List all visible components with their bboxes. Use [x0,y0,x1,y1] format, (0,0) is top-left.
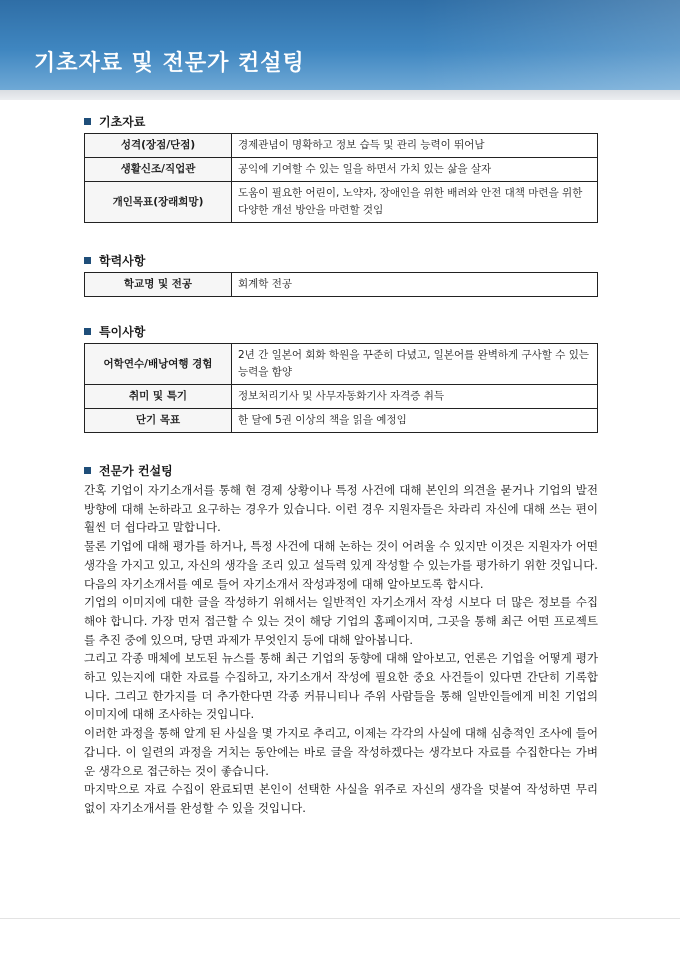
row-label: 어학연수/배낭여행 경험 [85,344,232,385]
table-row [85,182,598,223]
row-label: 단기 목표 [85,409,232,433]
education-table [84,272,598,297]
basic-info-table [84,133,598,223]
paragraph: 다음의 자기소개서를 예로 들어 자기소개서 작성과정에 대해 알아보도록 합시다. [84,576,484,591]
row-value: 2년 간 일본어 회화 학원을 꾸준히 다녔고, 일본어를 완벽하게 구사할 수 있는 능력을 함양 [232,344,598,385]
paragraph: 그리고 각종 매체에 보도된 뉴스를 통해 최근 기업의 동향에 대해 알아보고, 언론은 기업을 어떻게 평가하고 있는지에 대한 자료를 수집하고, 자기소개서 작성에 필요한 중요 사건들이 있다면 간단히 기록합니다. 그리고 한가지를 더 추가한다면 각종 커뮤니티나 주위 사람들을 통해 일반인들에게 비친 기업의 이미지에 대해 조사하는 것입니다. [84,651,598,722]
consulting-body [84,481,598,818]
row-value: 경제관념이 명확하고 정보 습득 및 관리 능력이 뛰어남 [232,134,598,158]
section-title: 기초자료 [99,115,146,129]
square-bullet-icon [84,467,91,474]
square-bullet-icon [84,118,91,125]
section-heading-special [84,323,145,340]
row-value: 도움이 필요한 어린이, 노약자, 장애인을 위한 배려와 안전 대책 마련을 위한 다양한 개선 방안을 마련할 것임 [232,182,598,223]
section-title: 특이사항 [99,325,146,339]
row-label: 성격(장점/단점) [85,134,232,158]
row-value: 회계학 전공 [232,273,598,297]
section-title: 전문가 컨설팅 [99,464,173,478]
banner-highlight [420,0,680,90]
page-title: 기초자료 및 전문가 컨설팅 [34,51,305,76]
row-label: 생활신조/직업관 [85,158,232,182]
paragraph: 기업의 이미지에 대한 글을 작성하기 위해서는 일반적인 자기소개서 작성 시보다 더 많은 정보를 수집해야 합니다. 가장 먼저 접근할 수 있는 것이 해당 기업의 홈페이지며, 그곳을 통해 최근 어떤 프로젝트를 추진 중에 있으며, 당면 과제가 무엇인지 등에 대해 알아봅니다. [84,595,598,647]
table-row [85,385,598,409]
row-value: 한 달에 5권 이상의 책을 읽을 예정임 [232,409,598,433]
row-label: 취미 및 특기 [85,385,232,409]
row-value: 공익에 기여할 수 있는 일을 하면서 가치 있는 삶을 살자 [232,158,598,182]
paragraph: 간혹 기업이 자기소개서를 통해 현 경제 상황이나 특정 사건에 대해 본인의 의견을 묻거나 기업의 발전 방향에 대해 논하라고 요구하는 경우가 있습니다. 이런 경우 지원자들은 차라리 자신에 대해 쓰는 편이 훨씬 더 쉽다라고 말합니다. [84,483,598,535]
paragraph: 이러한 과정을 통해 알게 된 사실을 몇 가지로 추리고, 이제는 각각의 사실에 대해 심층적인 조사에 들어갑니다. 이 일련의 과정을 거치는 동안에는 바로 글을 작성하겠다는 생각보다 자료를 수집한다는 가벼운 생각으로 접근하는 것이 좋습니다. [84,726,598,778]
footer-divider [0,918,680,919]
header-banner [0,0,680,90]
table-row [85,273,598,297]
table-row [85,158,598,182]
special-table [84,343,598,433]
section-heading-education [84,252,145,269]
row-value: 정보처리기사 및 사무자동화기사 자격증 취득 [232,385,598,409]
paragraph: 마지막으로 자료 수집이 완료되면 본인이 선택한 사실을 위주로 자신의 생각을 덧붙여 작성하면 무리 없이 자기소개서를 완성할 수 있을 것입니다. [84,782,598,815]
section-title: 학력사항 [99,254,146,268]
row-label: 학교명 및 전공 [85,273,232,297]
section-heading-consulting [84,462,173,479]
table-row [85,134,598,158]
square-bullet-icon [84,328,91,335]
square-bullet-icon [84,257,91,264]
table-row [85,344,598,385]
section-heading-basic [84,113,145,130]
row-label: 개인목표(장래희망) [85,182,232,223]
header-divider-band [0,90,680,100]
table-row [85,409,598,433]
paragraph: 물론 기업에 대해 평가를 하거나, 특정 사건에 대해 논하는 것이 어려울 수 있지만 이것은 지원자가 어떤 생각을 가지고 있고, 자신의 생각을 조리 있고 설득력 있게 작성할 수 있는가를 평가하기 위한 것입니다. [84,539,598,572]
